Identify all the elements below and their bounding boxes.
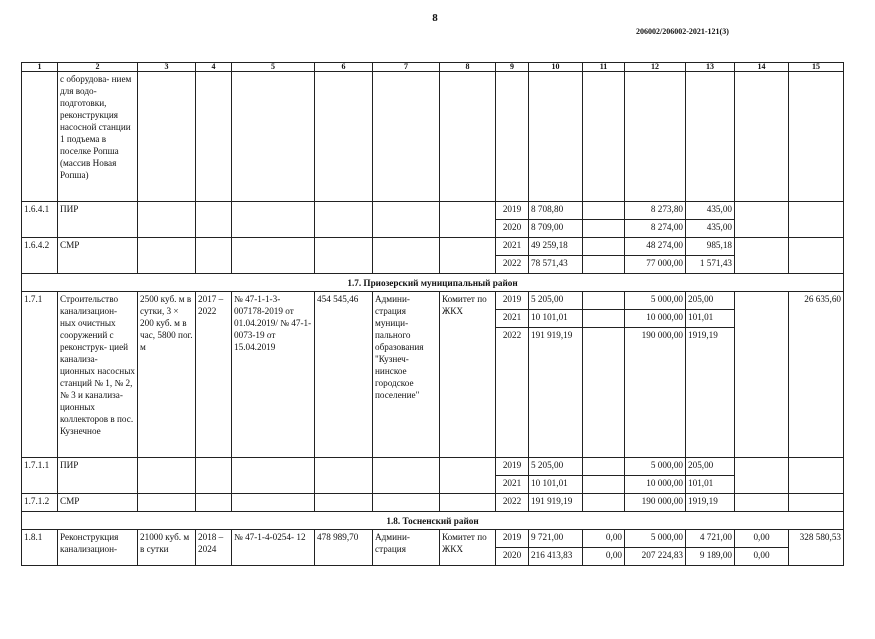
stage-name: ПИР	[58, 202, 138, 238]
value-cell: 101,01	[686, 310, 735, 328]
permit-cell: № 47-1-1-3- 007178-2019 от 01.04.2019/ № 47-1-0073-19 от 15.04.2019	[232, 292, 315, 458]
value-cell: 8 273,80	[625, 202, 686, 220]
section-header-row	[22, 512, 844, 530]
column-number: 14	[735, 63, 789, 72]
value-cell: 1919,19	[686, 328, 735, 458]
stage-name: СМР	[58, 238, 138, 274]
col15-cell: 328 580,53	[789, 530, 844, 566]
year-cell: 2019	[496, 530, 529, 548]
object-name: Реконструкция канализацион-	[58, 530, 138, 566]
column-number: 10	[529, 63, 583, 72]
year-cell: 2020	[496, 220, 529, 238]
total-cell: 49 259,18	[529, 238, 583, 256]
value-cell: 985,18	[686, 238, 735, 256]
total-cell: 191 919,19	[529, 494, 583, 512]
year-cell: 2022	[496, 256, 529, 274]
total-cell: 216 413,83	[529, 548, 583, 566]
column-number: 11	[583, 63, 625, 72]
column-number: 8	[440, 63, 496, 72]
total-cell: 10 101,01	[529, 476, 583, 494]
column-number: 5	[232, 63, 315, 72]
capacity-cell: 21000 куб. м в сутки	[138, 530, 196, 566]
year-cell: 2022	[496, 494, 529, 512]
row-code: 1.7.1	[22, 292, 58, 458]
value-cell: 101,01	[686, 476, 735, 494]
value-cell: 5 000,00	[625, 530, 686, 548]
total-cell: 8 708,80	[529, 202, 583, 220]
value-cell: 1 571,43	[686, 256, 735, 274]
table-row	[22, 72, 844, 202]
year-cell: 2021	[496, 476, 529, 494]
column-number: 4	[196, 63, 232, 72]
total-cell: 5 205,00	[529, 458, 583, 476]
value-cell: 9 189,00	[686, 548, 735, 566]
row-code: 1.6.4.1	[22, 202, 58, 238]
column-number: 2	[58, 63, 138, 72]
cost-cell: 454 545,46	[315, 292, 373, 458]
cost-cell: 478 989,70	[315, 530, 373, 566]
row-code: 1.6.4.2	[22, 238, 58, 274]
page-number: 8	[432, 12, 438, 24]
total-cell: 10 101,01	[529, 310, 583, 328]
stage-name: СМР	[58, 494, 138, 512]
value-cell: 205,00	[686, 292, 735, 310]
value-cell: 10 000,00	[625, 310, 686, 328]
value-cell: 190 000,00	[625, 494, 686, 512]
section-title: 1.7. Приозерский муниципальный район	[22, 274, 844, 292]
year-cell: 2021	[496, 310, 529, 328]
value-cell: 5 000,00	[625, 292, 686, 310]
value-cell: 10 000,00	[625, 476, 686, 494]
table-row	[22, 292, 844, 310]
value-cell: 4 721,00	[686, 530, 735, 548]
value-cell: 0,00	[583, 548, 625, 566]
value-cell: 435,00	[686, 220, 735, 238]
total-cell: 191 919,19	[529, 328, 583, 458]
column-number: 3	[138, 63, 196, 72]
program-table	[21, 62, 844, 566]
value-cell: 190 000,00	[625, 328, 686, 458]
year-cell: 2019	[496, 292, 529, 310]
curator-cell: Комитет по ЖКХ	[440, 530, 496, 566]
column-number-row	[22, 63, 844, 72]
col15-cell: 26 635,60	[789, 292, 844, 458]
period-cell: 2018 – 2024	[196, 530, 232, 566]
object-name: с оборудова- нием для водо- подготовки, реконструкция насосной станции 1 подъема в поселке Ропша (массив Новая Ропша)	[58, 72, 138, 202]
value-cell: 435,00	[686, 202, 735, 220]
year-cell: 2020	[496, 548, 529, 566]
year-cell: 2021	[496, 238, 529, 256]
column-number: 12	[625, 63, 686, 72]
total-cell: 5 205,00	[529, 292, 583, 310]
stage-name: ПИР	[58, 458, 138, 494]
total-cell: 9 721,00	[529, 530, 583, 548]
customer-cell: Админи- страция	[373, 530, 440, 566]
year-cell: 2022	[496, 328, 529, 458]
column-number: 15	[789, 63, 844, 72]
value-cell: 207 224,83	[625, 548, 686, 566]
curator-cell: Комитет по ЖКХ	[440, 292, 496, 458]
row-code: 1.8.1	[22, 530, 58, 566]
table-row	[22, 238, 844, 256]
value-cell: 0,00	[735, 548, 789, 566]
row-code: 1.7.1.1	[22, 458, 58, 494]
section-header-row	[22, 274, 844, 292]
value-cell: 0,00	[735, 530, 789, 548]
permit-cell: № 47-1-4-0254- 12	[232, 530, 315, 566]
total-cell: 8 709,00	[529, 220, 583, 238]
value-cell: 1919,19	[686, 494, 735, 512]
period-cell: 2017 – 2022	[196, 292, 232, 458]
row-code: 1.7.1.2	[22, 494, 58, 512]
column-number: 9	[496, 63, 529, 72]
table-row	[22, 494, 844, 512]
value-cell: 48 274,00	[625, 238, 686, 256]
value-cell: 77 000,00	[625, 256, 686, 274]
capacity-cell: 2500 куб. м в сутки, 3 × 200 куб. м в час, 5800 пог. м	[138, 292, 196, 458]
table-row	[22, 202, 844, 220]
column-number: 7	[373, 63, 440, 72]
year-cell: 2019	[496, 202, 529, 220]
column-number: 13	[686, 63, 735, 72]
table-row	[22, 530, 844, 548]
value-cell: 205,00	[686, 458, 735, 476]
value-cell: 0,00	[583, 530, 625, 548]
value-cell: 8 274,00	[625, 220, 686, 238]
customer-cell: Админи- страция муници- пального образования "Кузнеч- нинское городское поселение"	[373, 292, 440, 458]
object-name: Строительство канализацион- ных очистных сооружений с реконструк- цией канализа- ционных насосных станций № 1, № 2, № 3 и канализа- ционных коллекторов в пос. Кузнечное	[58, 292, 138, 458]
year-cell: 2019	[496, 458, 529, 476]
table-row	[22, 458, 844, 476]
section-title: 1.8. Тосненский район	[22, 512, 844, 530]
value-cell: 5 000,00	[625, 458, 686, 476]
total-cell: 78 571,43	[529, 256, 583, 274]
document-code: 206002/206002-2021-121(3)	[636, 27, 729, 36]
column-number: 1	[22, 63, 58, 72]
column-number: 6	[315, 63, 373, 72]
